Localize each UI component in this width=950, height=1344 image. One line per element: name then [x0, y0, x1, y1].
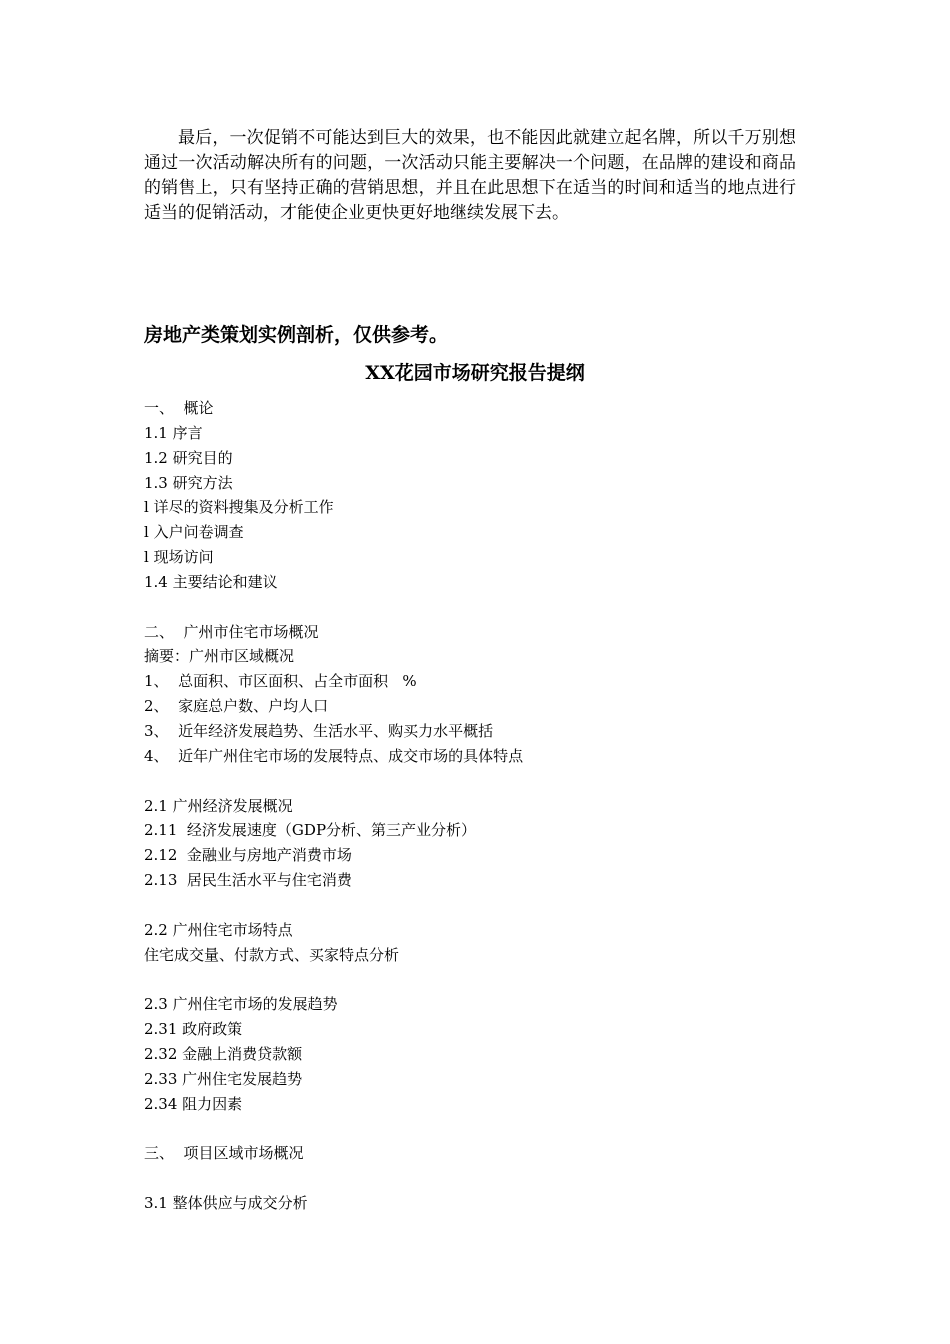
outline-item: 3、 近年经济发展趋势、生活水平、购买力水平概括	[144, 721, 494, 740]
outline-item: 2.31 政府政策	[144, 1020, 243, 1039]
outline-item: 2.11 经济发展速度（GDP分析、第三产业分析）	[144, 821, 477, 840]
outline-item: 4、 近年广州住宅市场的发展特点、成交市场的具体特点	[144, 746, 524, 765]
outline-item: 三、 项目区域市场概况	[144, 1144, 304, 1163]
outline-item: 2.32 金融上消费贷款额	[144, 1044, 303, 1063]
outline-item: 3.1 整体供应与成交分析	[144, 1194, 308, 1212]
intro-paragraph: 最后，一次促销不可能达到巨大的效果，也不能因此就建立起名牌，所以千万别想通过一次活动解决所有的问题，一次活动只能主要解决一个问题，在品牌的建设和商品的销售上，只有坚持正确的营销思想，并且在此思想下在适当的时间和适当的地点进行适当的促销活动，才能使企业更快更好地继续发展下去。	[144, 128, 796, 223]
outline-item: 1、 总面积、市区面积、占全市面积 %	[144, 672, 417, 691]
outline-item: 2.1 广州经济发展概况	[144, 796, 293, 815]
outline-item: 1.1 序言	[144, 423, 203, 442]
outline-item: 2.2 广州住宅市场特点	[144, 920, 293, 939]
outline-item: 一、 概论	[144, 399, 214, 417]
outline-item: l 现场访问	[144, 548, 214, 567]
outline-item: 二、 广州市住宅市场概况	[144, 622, 319, 641]
outline-item: 住宅成交量、付款方式、买家特点分析	[144, 945, 400, 964]
outline-item: 2.13 居民生活水平与住宅消费	[144, 871, 352, 890]
blank-line	[144, 1116, 804, 1141]
outline-item: 1.4 主要结论和建议	[144, 572, 278, 591]
outline-item: 2、 家庭总户数、户均人口	[144, 697, 329, 716]
blank-line	[144, 967, 804, 992]
section-heading: 房地产类策划实例剖析，仅供参考。	[144, 324, 449, 346]
blank-line	[144, 769, 804, 794]
outline-list	[144, 396, 804, 1216]
outline-item: 1.3 研究方法	[144, 473, 233, 492]
outline-item: 2.3 广州住宅市场的发展趋势	[144, 995, 338, 1014]
outline-item: 1.2 研究目的	[144, 448, 233, 467]
blank-line	[144, 893, 804, 918]
blank-line	[144, 1166, 804, 1191]
outline-item: 摘要：广州市区域概况	[144, 647, 295, 666]
outline-item: l 详尽的资料搜集及分析工作	[144, 498, 334, 517]
outline-item: 2.34 阻力因素	[144, 1094, 243, 1113]
outline-item: 2.12 金融业与房地产消费市场	[144, 846, 352, 865]
blank-line	[144, 595, 804, 620]
outline-item: l 入户问卷调查	[144, 523, 244, 542]
report-title: XX花园市场研究报告提纲	[365, 362, 585, 384]
outline-item: 2.33 广州住宅发展趋势	[144, 1069, 303, 1088]
